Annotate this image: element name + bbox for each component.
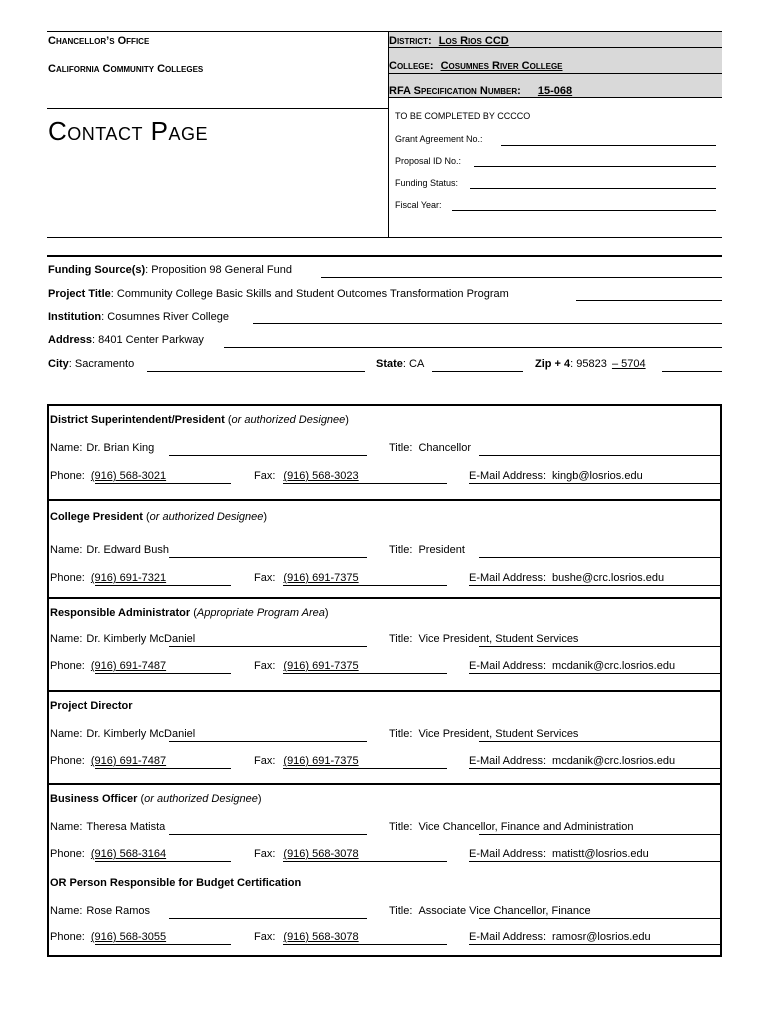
contact-role: Project Director: [50, 700, 133, 712]
contact-phone-row: [50, 755, 166, 767]
org-label: California Community Colleges: [48, 63, 204, 75]
contact-phone: (916) 691-7321: [90, 572, 167, 584]
contact-fax-row: [254, 572, 359, 584]
college-underline: [389, 73, 722, 74]
contact-title: Associate Vice Chancellor, Finance: [418, 905, 591, 917]
email-label: E-Mail Address:: [469, 931, 547, 943]
cccco-heading: TO BE COMPLETED BY CCCCO: [395, 111, 531, 121]
fiscal-year-label: Fiscal Year:: [395, 200, 442, 210]
contact-name: Theresa Matista: [86, 821, 166, 833]
email-label: E-Mail Address:: [469, 755, 547, 767]
address-label: Address: [48, 334, 93, 346]
contact-email: matistt@losrios.edu: [552, 848, 649, 860]
contact-title: Chancellor: [418, 442, 472, 454]
name-label: Name:: [50, 544, 83, 556]
project-top-rule: [47, 255, 722, 257]
project-title-value: Community College Basic Skills and Student Outcomes Transformation Program: [116, 288, 509, 300]
contact-name: Dr. Brian King: [86, 442, 155, 454]
state-row: State: CA: [376, 358, 425, 370]
contact-name-row: [50, 442, 154, 454]
contact-role-note: or authorized Designee: [231, 414, 346, 426]
header-divider: [388, 32, 389, 238]
address-row: Address: 8401 Center Parkway: [48, 334, 204, 346]
contact-email-row: [469, 470, 645, 482]
college-value: Cosumnes River College: [440, 60, 563, 72]
fax-underline: [283, 861, 447, 862]
title-underline: [479, 455, 720, 456]
phone-underline: [95, 483, 231, 484]
fax-underline: [283, 585, 447, 586]
funding-underline: [321, 277, 722, 278]
contact-fax-row: [254, 931, 359, 943]
title-underline: [479, 834, 720, 835]
contact-role: Responsible Administrator: [50, 607, 191, 619]
name-label: Name:: [50, 442, 83, 454]
address-underline: [224, 347, 722, 348]
contact-fax-row: [254, 660, 359, 672]
institution-row: Institution: Cosumnes River College: [48, 311, 229, 323]
email-underline: [469, 585, 720, 586]
contact-phone-row: [50, 848, 166, 860]
college-row: [389, 60, 563, 72]
fax-underline: [283, 673, 447, 674]
header-bottom-rule: [47, 237, 722, 238]
phone-label: Phone:: [50, 931, 85, 943]
title-underline: [479, 646, 720, 647]
contact-email: bushe@crc.losrios.edu: [552, 572, 665, 584]
state-value: CA: [409, 358, 425, 370]
name-underline: [169, 557, 367, 558]
rfa-underline: [389, 97, 722, 98]
institution-value: Cosumnes River College: [107, 311, 229, 323]
name-underline: [169, 646, 367, 647]
contact-phone-row: [50, 660, 166, 672]
contact-block: [49, 690, 720, 785]
contact-fax-row: [254, 470, 359, 482]
contact-email: mcdanik@crc.losrios.edu: [552, 660, 676, 672]
zip-ext: – 5704: [611, 358, 646, 370]
contact-heading: District Superintendent/President (or authorized Designee): [50, 414, 349, 426]
contact-name: Dr. Kimberly McDaniel: [86, 728, 196, 740]
contact-heading: Business Officer (or authorized Designee): [50, 793, 262, 805]
title-label: Title:: [389, 442, 413, 454]
phone-underline: [95, 673, 231, 674]
rfa-row: [389, 85, 578, 97]
contact-phone: (916) 568-3164: [90, 848, 167, 860]
state-label: State: [376, 358, 403, 370]
contact-heading: [50, 700, 133, 712]
contact-name-row: [50, 821, 165, 833]
contact-role: Business Officer: [50, 793, 138, 805]
contact-email-row: [469, 572, 666, 584]
city-label: City: [48, 358, 69, 370]
contact-email-row: [469, 660, 677, 672]
email-underline: [469, 483, 720, 484]
name-underline: [169, 455, 367, 456]
contacts-table: [47, 404, 722, 957]
rfa-value: 15-068: [537, 85, 573, 97]
contact-name: Rose Ramos: [86, 905, 150, 917]
city-value: Sacramento: [74, 358, 135, 370]
district-row: [389, 35, 509, 47]
phone-label: Phone:: [50, 848, 85, 860]
zip-row: Zip + 4: 95823 – 5704: [535, 358, 646, 370]
grant-field[interactable]: [501, 145, 716, 146]
zip-value: 95823: [576, 358, 607, 370]
contact-role: District Superintendent/President: [50, 414, 225, 426]
funding-status-field[interactable]: [470, 188, 716, 189]
contact-role: College President: [50, 511, 143, 523]
name-label: Name:: [50, 821, 83, 833]
funding-label: Funding Source(s): [48, 264, 146, 276]
contact-phone: (916) 568-3021: [90, 470, 167, 482]
name-label: Name:: [50, 728, 83, 740]
project-title-label: Project Title: [48, 288, 111, 300]
district-underline: [389, 47, 722, 48]
fax-underline: [283, 483, 447, 484]
contact-fax: (916) 568-3078: [283, 931, 359, 943]
contact-name-row: [50, 544, 169, 556]
funding-status-label: Funding Status:: [395, 178, 459, 188]
fax-underline: [283, 768, 447, 769]
contact-block: [49, 406, 720, 499]
office-label: Chancellor’s Office: [48, 35, 150, 47]
contact-heading: Responsible Administrator (Appropriate Program Area): [50, 607, 329, 619]
contact-role-note: Appropriate Program Area: [196, 607, 325, 619]
district-label: District:: [389, 35, 432, 47]
phone-label: Phone:: [50, 572, 85, 584]
contact-role: OR Person Responsible for Budget Certification: [50, 877, 302, 889]
contact-heading: College President (or authorized Designee): [50, 511, 268, 523]
city-underline: [147, 371, 365, 372]
contact-email: ramosr@losrios.edu: [552, 931, 651, 943]
email-underline: [469, 861, 720, 862]
contact-role-note: or authorized Designee: [149, 511, 264, 523]
phone-underline: [95, 768, 231, 769]
district-value: Los Rios CCD: [438, 35, 509, 47]
zip-underline: [662, 371, 722, 372]
state-underline: [432, 371, 523, 372]
grant-label: Grant Agreement No.:: [395, 134, 483, 144]
fax-label: Fax:: [254, 848, 276, 860]
contact-heading: [50, 877, 301, 889]
contact-phone-row: [50, 470, 166, 482]
fax-label: Fax:: [254, 755, 276, 767]
email-underline: [469, 768, 720, 769]
contact-block: [49, 597, 720, 692]
contact-name-row: [50, 633, 195, 645]
contact-title: Vice President, Student Services: [418, 633, 579, 645]
title-label: Title:: [389, 728, 413, 740]
contact-fax: (916) 568-3023: [283, 470, 359, 482]
contact-phone-row: [50, 572, 166, 584]
title-label: Title:: [389, 821, 413, 833]
contact-title: Vice President, Student Services: [418, 728, 579, 740]
institution-underline: [253, 323, 722, 324]
name-underline: [169, 834, 367, 835]
name-label: Name:: [50, 633, 83, 645]
contact-title: Vice Chancellor, Finance and Administration: [418, 821, 634, 833]
contact-phone-row: [50, 931, 166, 943]
phone-label: Phone:: [50, 660, 85, 672]
project-title-underline: [576, 300, 722, 301]
contact-email: mcdanik@crc.losrios.edu: [552, 755, 676, 767]
contact-title-row: [389, 821, 635, 833]
contact-phone: (916) 691-7487: [90, 660, 167, 672]
name-underline: [169, 741, 367, 742]
fax-label: Fax:: [254, 660, 276, 672]
address-value: 8401 Center Parkway: [98, 334, 204, 346]
phone-label: Phone:: [50, 470, 85, 482]
contact-phone: (916) 568-3055: [90, 931, 167, 943]
contact-email-row: [469, 931, 653, 943]
contact-role-note: or authorized Designee: [144, 793, 258, 805]
title-underline: [479, 741, 720, 742]
fiscal-year-field[interactable]: [452, 210, 716, 211]
title-label: Title:: [389, 544, 413, 556]
fax-label: Fax:: [254, 470, 276, 482]
fax-underline: [283, 944, 447, 945]
phone-underline: [95, 944, 231, 945]
contact-title-row: [389, 905, 593, 917]
contact-title-row: [389, 544, 467, 556]
proposal-label: Proposal ID No.:: [395, 156, 462, 166]
title-underline: [479, 918, 720, 919]
contact-fax: (916) 691-7375: [283, 572, 359, 584]
contact-title-row: [389, 728, 580, 740]
page-title: Contact Page: [48, 116, 209, 146]
contact-fax: (916) 568-3078: [283, 848, 359, 860]
contact-title-row: [389, 633, 580, 645]
city-row: City: Sacramento: [48, 358, 135, 370]
email-underline: [469, 673, 720, 674]
contact-fax: (916) 691-7375: [283, 755, 359, 767]
contact-fax: (916) 691-7375: [283, 660, 359, 672]
contact-block: [49, 499, 720, 599]
proposal-field[interactable]: [474, 166, 716, 167]
contact-email: kingb@losrios.edu: [552, 470, 643, 482]
contact-name: Dr. Kimberly McDaniel: [86, 633, 196, 645]
zip-label: Zip + 4: [535, 358, 571, 370]
contact-block: [49, 867, 720, 959]
email-label: E-Mail Address:: [469, 470, 547, 482]
email-label: E-Mail Address:: [469, 660, 547, 672]
contact-name-row: [50, 905, 150, 917]
contact-phone: (916) 691-7487: [90, 755, 167, 767]
contact-name-row: [50, 728, 195, 740]
title-box-top: [47, 108, 388, 109]
contact-title: President: [418, 544, 465, 556]
contact-email-row: [469, 755, 677, 767]
title-underline: [479, 557, 720, 558]
contact-title-row: [389, 442, 473, 454]
phone-label: Phone:: [50, 755, 85, 767]
title-label: Title:: [389, 905, 413, 917]
contact-name: Dr. Edward Bush: [86, 544, 169, 556]
contact-fax-row: [254, 755, 359, 767]
funding-value: Proposition 98 General Fund: [151, 264, 292, 276]
rfa-label: RFA Specification Number:: [389, 85, 521, 97]
college-label: College:: [389, 60, 434, 72]
name-underline: [169, 918, 367, 919]
phone-underline: [95, 861, 231, 862]
email-label: E-Mail Address:: [469, 848, 547, 860]
institution-label: Institution: [48, 311, 102, 323]
phone-underline: [95, 585, 231, 586]
contact-block: [49, 783, 720, 869]
funding-row: Funding Source(s): Proposition 98 General Fund: [48, 264, 292, 276]
email-underline: [469, 944, 720, 945]
project-title-row: Project Title: Community College Basic Skills and Student Outcomes Transformation Program: [48, 288, 509, 300]
contact-fax-row: [254, 848, 359, 860]
fax-label: Fax:: [254, 572, 276, 584]
email-label: E-Mail Address:: [469, 572, 547, 584]
name-label: Name:: [50, 905, 83, 917]
contact-email-row: [469, 848, 651, 860]
fax-label: Fax:: [254, 931, 276, 943]
title-label: Title:: [389, 633, 413, 645]
